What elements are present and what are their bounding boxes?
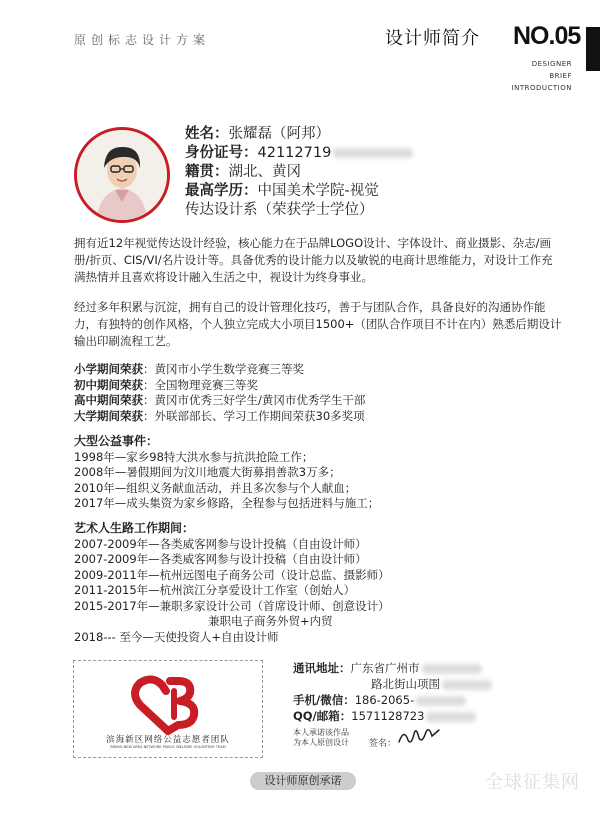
edu-label: 最高学历： xyxy=(185,183,258,199)
origin-label: 籍贯： xyxy=(185,164,229,180)
edu-value: 中国美术学院-视觉 xyxy=(257,183,379,199)
list-item: 2009-2011年—杭州远图电子商务公司（设计总监、摄影师） xyxy=(74,567,390,582)
career-section xyxy=(74,521,564,645)
avatar xyxy=(74,127,170,223)
header-en-line: DESIGNER xyxy=(531,60,572,68)
award-text: ：黄冈市小学生数学竞赛三等奖 xyxy=(143,362,304,376)
redacted-blur xyxy=(333,148,413,158)
address-value: 广东省广州市 xyxy=(350,661,420,675)
redacted-blur xyxy=(422,664,482,674)
redacted-blur xyxy=(416,696,466,706)
award-text: ：外联部部长、学习工作期间荣获30多奖项 xyxy=(143,408,365,423)
intro-paragraph: 拥有近12年视觉传达设计经验，核心能力在于品牌LOGO设计、字体设计、商业摄影、杂志/画册/折页、CIS/VI/名片设计等。具备优秀的设计能力以及敏锐的电商计思维能力，对设计工作充满热情并且喜欢将设计融入生活之中，视设计为终身事业。 xyxy=(74,236,553,284)
page-title: 设计师简介 xyxy=(385,28,480,49)
watermark: 全球征集网 xyxy=(485,772,580,793)
qq-label: QQ/邮箱： xyxy=(293,709,352,723)
phone-value: 186-2065- xyxy=(354,693,415,707)
id-label: 身份证号： xyxy=(185,145,258,161)
list-item: 2008年—暑假期间为汶川地震大街募捐善款3万多； xyxy=(74,465,341,479)
page-number: NO.05 xyxy=(513,22,581,50)
award-label: 高中期间荣获 xyxy=(74,393,143,407)
id-value: 42112719 xyxy=(257,145,332,161)
signature-label: 签名： xyxy=(369,739,397,749)
award-label: 初中期间荣获 xyxy=(74,377,143,392)
contact-phone-row xyxy=(293,692,492,708)
address-label: 通讯地址： xyxy=(293,661,351,675)
list-item xyxy=(74,362,564,378)
origin-value: 湖北、黄冈 xyxy=(228,164,301,180)
list-item: 2018--- 至今—天使投资人+自由设计师 xyxy=(74,629,279,644)
profile-edu-row xyxy=(185,182,413,201)
award-text: ：全国物理竞赛三等奖 xyxy=(143,377,258,392)
profile-origin-row xyxy=(185,163,413,182)
career-heading: 艺术人生路工作期间： xyxy=(74,521,195,535)
avatar-portrait-icon xyxy=(77,130,167,220)
award-label: 大学期间荣获 xyxy=(74,408,143,423)
list-item: 2010年—组织义务献血活动，并且多次参与个人献血； xyxy=(74,480,357,495)
list-item: 2007-2009年—各类威客网参与设计投稿（自由设计师） xyxy=(74,536,367,551)
header-en-line: INTRODUCTION xyxy=(511,84,572,92)
list-item: 2011-2015年—杭州滨江分享爱设计工作室（创始人） xyxy=(74,583,356,597)
list-item: 兼职电子商务外贸+内贸 xyxy=(208,614,333,628)
header-en-caption xyxy=(500,58,572,94)
intro-paragraph: 经过多年积累与沉淀，拥有自己的设计管理化技巧，善于与团队合作，具备良好的沟通协作能力，有独特的创作风格，个人独立完成大小项目1500+（团队合作项目不计在内）熟悉后期设计输出印刷流程工艺。 xyxy=(74,300,562,348)
contact-block xyxy=(293,660,492,724)
header-subtitle: 原创标志设计方案 xyxy=(74,33,211,47)
award-text: ：黄冈市优秀三好学生/黄冈市优秀学生干部 xyxy=(143,393,366,407)
promise-text xyxy=(293,728,349,748)
charity-section xyxy=(74,434,564,512)
header-bar xyxy=(586,27,600,71)
profile-id-row xyxy=(185,144,413,163)
redacted-blur xyxy=(426,712,476,722)
promise-line: 为本人原创设计 xyxy=(293,738,349,747)
list-item: 1998年—家乡98特大洪水参与抗洪抢险工作； xyxy=(74,449,314,464)
award-label: 小学期间荣获 xyxy=(74,362,143,376)
address-value-2: 路北街山项围 xyxy=(371,677,440,691)
profile-name-row xyxy=(185,125,413,144)
header-en-line: BRIEF xyxy=(549,72,572,80)
address-value-line2 xyxy=(293,676,492,692)
logo-card xyxy=(73,660,263,758)
list-item xyxy=(74,378,564,394)
name-value: 张耀磊（阿邦） xyxy=(228,126,330,142)
list-item xyxy=(74,409,564,425)
signature-icon xyxy=(396,722,442,748)
charity-heading: 大型公益事件： xyxy=(74,434,159,448)
name-label: 姓名： xyxy=(185,126,229,142)
awards-list xyxy=(74,362,564,424)
contact-qq-row xyxy=(293,708,492,724)
redacted-blur xyxy=(442,680,492,690)
logo-caption-en: BINHAI NEW AREA NETWORK PUBLIC WELFARE VOLUNTEER TEAM xyxy=(110,745,226,749)
phone-label: 手机/微信： xyxy=(293,693,355,707)
list-item: 2015-2017年—兼职多家设计公司（首席设计师、创意设计） xyxy=(74,598,390,613)
profile-info xyxy=(185,125,413,220)
list-item xyxy=(74,393,564,409)
promise-line: 本人承诺该作品 xyxy=(293,728,349,737)
designer-promise-button[interactable]: 设计师原创承诺 xyxy=(250,772,356,790)
qq-value: 1571128723 xyxy=(351,709,425,723)
list-item: 2007-2009年—各类威客网参与设计投稿（自由设计师） xyxy=(74,552,367,566)
list-item: 2017年—成头集资为家乡修路，全程参与包括进料与施工； xyxy=(74,496,380,510)
contact-address-row xyxy=(293,660,492,676)
edu-value-line2: 传达设计系（荣获学士学位） xyxy=(185,202,374,218)
logo-caption: 滨海新区网络公益志愿者团队 xyxy=(106,735,230,745)
